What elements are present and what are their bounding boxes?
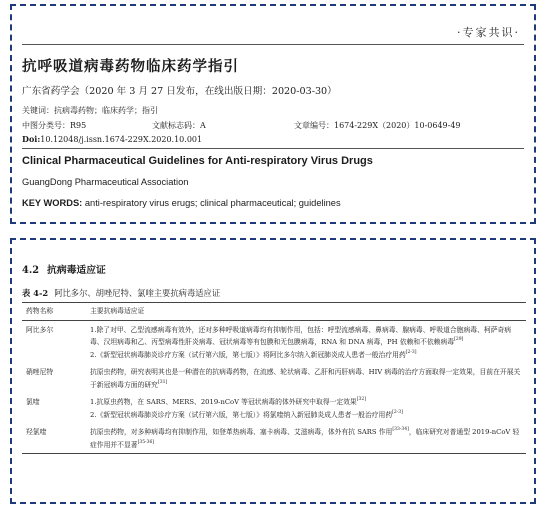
citation: [29] xyxy=(454,337,464,342)
english-author: GuangDong Pharmaceutical Association xyxy=(22,177,189,187)
table-excerpt-panel xyxy=(10,238,536,504)
citation: [33-34] xyxy=(392,427,409,432)
citation: [2-3] xyxy=(392,409,403,415)
drug-name-nitazoxanide: 硝唑尼特 xyxy=(26,368,54,376)
english-keywords xyxy=(22,198,341,208)
indications-table xyxy=(22,302,526,454)
indication-cell xyxy=(86,393,526,423)
doi-value: 10.12048/j.issn.1674-229X.2020.10.001 xyxy=(40,135,203,144)
drug-name-hydroxychloroquine: 羟氯喹 xyxy=(22,423,86,454)
indication-line: 2.《新型冠状病毒肺炎诊疗方案（试行第六版，第七版）》将氯喹纳入新冠肺炎成人患者一般治疗用药[2-3] xyxy=(90,409,403,419)
citation: [35-36] xyxy=(137,439,155,445)
citation: [32] xyxy=(356,397,366,402)
english-keywords-label: KEY WORDS: xyxy=(22,198,83,208)
table-row xyxy=(22,423,526,454)
clc-number: 中图分类号：R95 xyxy=(22,121,87,130)
drug-name-chloroquine: 氯喹 xyxy=(26,398,40,406)
article-number: 文章编号：1674-229X（2020）10-0649-49 xyxy=(294,121,461,130)
column-header-indication: 主要抗病毒适应证 xyxy=(86,303,526,321)
table-header-row xyxy=(22,303,526,321)
table-number: 表 4-2 xyxy=(22,288,49,298)
table-caption xyxy=(22,287,220,299)
doi-line xyxy=(22,134,202,144)
indication-line: 抗原虫药物，对多种病毒均有抑制作用，如登革热病毒、塞卡病毒、艾滋病毒，体外有抗 SARS 作用[33-34]，临床研究对普通型 2019-nCoV 轻症作用并不显著[35-36] xyxy=(90,427,520,449)
drug-name-arbidol: 阿比多尔 xyxy=(26,325,54,334)
section-heading xyxy=(22,262,114,276)
english-keywords-value: anti-respiratory virus erugs; clinical pharmaceutical; guidelines xyxy=(82,198,341,208)
indication-line: 1.抗原虫药物，在 SARS、MERS、2019-nCoV 等冠状病毒的体外研究中取得一定效果[32] xyxy=(90,397,366,406)
article-title: 抗呼吸道病毒药物临床药学指引 xyxy=(22,58,239,75)
table-row xyxy=(22,320,526,363)
keywords-cn: 关键词：抗病毒药物；临床药学；指引 xyxy=(22,106,158,115)
header-divider-2 xyxy=(22,148,524,149)
citation: [31] xyxy=(157,379,168,385)
table-row xyxy=(22,393,526,423)
document-code: 文献标志码：A xyxy=(152,121,206,130)
table-row xyxy=(22,363,526,393)
indication-line: 抗原虫药物，研究表明其也是一种潜在的抗病毒药物，在流感、轮状病毒、乙肝和丙肝病毒、HIV 病毒的治疗方面取得一定效果，目前在开展关于新冠病毒方面的研究[31] xyxy=(90,368,521,389)
indication-cell xyxy=(86,423,526,454)
citation: [2-3] xyxy=(405,349,417,355)
section-number: 4.2 xyxy=(22,265,40,276)
indication-cell xyxy=(86,320,526,363)
publisher-line: 广东省药学会（2020 年 3 月 27 日发布，在线出版日期：2020-03-30） xyxy=(22,86,337,97)
indication-line: 2.《新型冠状病毒肺炎诊疗方案（试行第六版，第七版）》将阿比多尔纳入新冠肺炎成人患者一般治疗用药[2-3] xyxy=(90,349,417,359)
doi-label: Doi: xyxy=(22,134,41,144)
table-caption-text: 阿比多尔、胡唑尼特、氯喹主要抗病毒适应证 xyxy=(54,288,221,298)
header-divider xyxy=(22,44,524,45)
english-title: Clinical Pharmaceutical Guidelines for Anti-respiratory Virus Drugs xyxy=(22,155,373,167)
article-type-tag: ·专家共识· xyxy=(457,26,520,39)
column-header-drug: 药物名称 xyxy=(22,303,86,321)
indication-cell xyxy=(86,363,526,393)
section-title: 抗病毒适应证 xyxy=(47,265,106,276)
article-header-panel xyxy=(10,4,536,224)
indication-line: 1.除了对甲、乙型流感病毒有效外，还对多种呼吸道病毒均有抑制作用，包括：呼型流感病毒、鼻病毒、腺病毒、呼吸道合胞病毒、柯萨奇病毒、汉坦病毒和乙、丙型病毒性肝炎病毒、冠状病毒等有包膜和无包膜病毒，RNA 和 DNA 病毒，PH 依赖和不依赖病毒[29] xyxy=(90,325,512,346)
